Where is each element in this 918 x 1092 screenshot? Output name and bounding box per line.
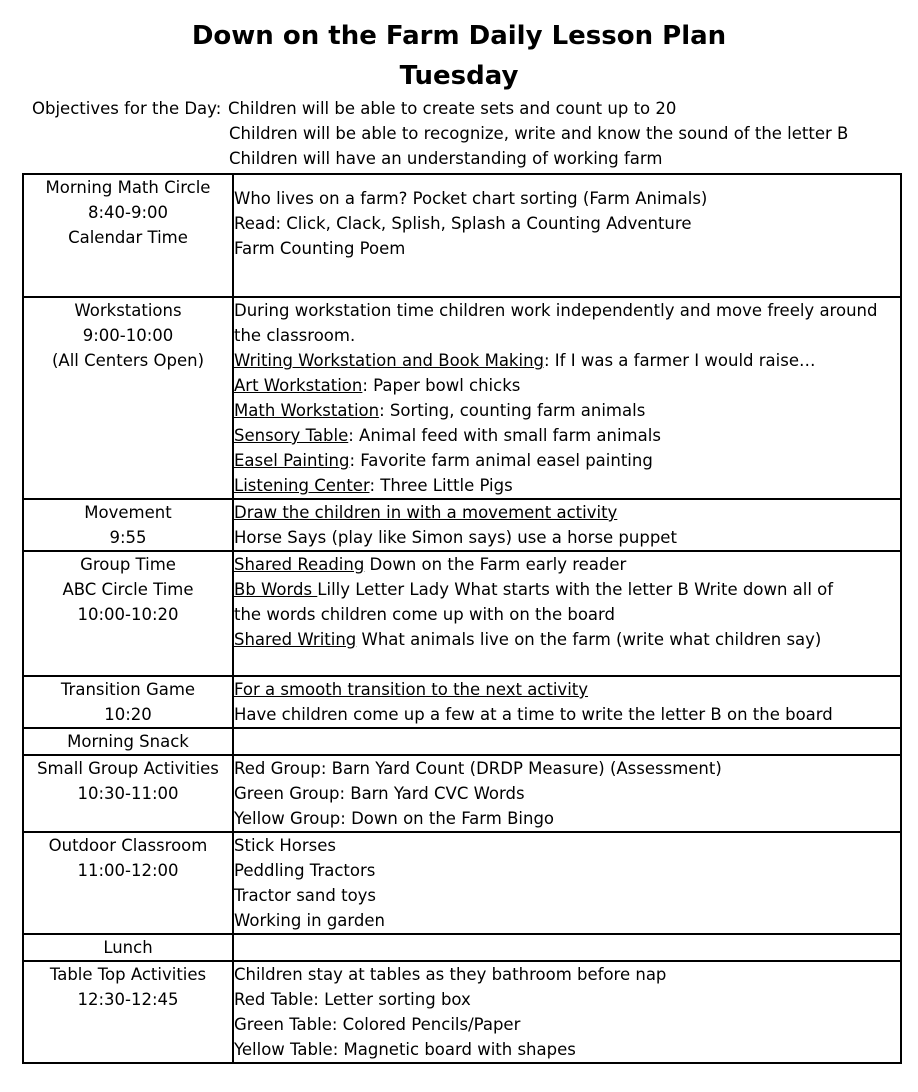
activity-line: [234, 373, 900, 398]
activity-line: [234, 858, 900, 883]
block-title: Morning Snack: [67, 732, 189, 751]
activity-text: Yellow Table: Magnetic board with shapes: [234, 1040, 576, 1059]
block-detail: 9:55: [109, 528, 147, 547]
time-cell: [23, 755, 233, 832]
activity-line: [234, 756, 900, 781]
objective-item: Children will be able to create sets and count up to 20: [228, 99, 677, 118]
activity-line: [234, 211, 900, 236]
schedule-table: [22, 173, 902, 1064]
activity-text: : If I was a farmer I would raise…: [544, 351, 816, 370]
activity-heading: Listening Center: [234, 476, 370, 495]
activity-line: [234, 806, 900, 831]
schedule-row: [23, 499, 901, 551]
block-title: Table Top Activities: [49, 965, 207, 984]
block-detail: 9:00-10:00: [82, 326, 174, 345]
activity-text: : Animal feed with small farm animals: [348, 426, 661, 445]
time-cell: [23, 728, 233, 755]
block-title: Group Time: [80, 555, 176, 574]
activity-text: What animals live on the farm (write what children say): [356, 630, 822, 649]
activity-cell: [233, 174, 901, 297]
activity-text: Green Group: Barn Yard CVC Words: [234, 784, 525, 803]
activity-line: [234, 1037, 900, 1062]
activity-line: [234, 398, 900, 423]
activity-heading: Bb Words: [234, 580, 318, 599]
block-title: Lunch: [103, 938, 153, 957]
activity-text: Horse Says (play like Simon says) use a horse puppet: [234, 528, 677, 547]
activity-line: [234, 602, 900, 627]
activity-line: [234, 1012, 900, 1037]
schedule-row: [23, 676, 901, 728]
activity-text: Yellow Group: Down on the Farm Bingo: [234, 809, 555, 828]
activity-cell: [233, 499, 901, 551]
block-title: Movement: [84, 503, 172, 522]
activity-line: [234, 702, 900, 727]
activity-line: [234, 908, 900, 933]
activity-text: Children stay at tables as they bathroom before nap: [234, 965, 667, 984]
activity-text: Read: Click, Clack, Splish, Splash a Counting Adventure: [234, 214, 692, 233]
block-detail: 10:30-11:00: [77, 784, 179, 803]
activity-line: [234, 500, 900, 525]
time-cell: [23, 832, 233, 934]
activity-text: Farm Counting Poem: [234, 239, 406, 258]
activity-text: During workstation time children work independently and move freely around: [234, 301, 878, 320]
activity-line: [234, 236, 900, 261]
activity-line: [234, 552, 900, 577]
block-detail: 10:20: [104, 705, 152, 724]
activity-text: Lilly Letter Lady What starts with the letter B Write down all of: [317, 580, 834, 599]
activity-heading: Art Workstation: [234, 376, 363, 395]
activity-cell: [233, 961, 901, 1063]
activity-text: the classroom.: [234, 326, 356, 345]
activity-heading: Shared Writing: [234, 630, 357, 649]
schedule-row: [23, 755, 901, 832]
activity-line: [234, 186, 900, 211]
block-title: Transition Game: [60, 680, 196, 699]
block-title: Workstations: [74, 301, 182, 320]
time-cell: [23, 499, 233, 551]
block-detail: Calendar Time: [68, 228, 188, 247]
activity-line: [234, 962, 900, 987]
activity-line: [234, 883, 900, 908]
activity-text: : Sorting, counting farm animals: [379, 401, 646, 420]
activity-line: [234, 323, 900, 348]
page-day: Tuesday: [399, 61, 519, 91]
block-title: Small Group Activities: [37, 759, 219, 778]
activity-text: Working in garden: [234, 911, 385, 930]
activity-cell: [233, 297, 901, 499]
schedule-row: [23, 832, 901, 934]
objectives-label: Objectives for the Day:: [32, 99, 222, 118]
activity-cell: [233, 832, 901, 934]
activity-text: Red Group: Barn Yard Count (DRDP Measure) (Assessment): [234, 759, 722, 778]
schedule-row: [23, 961, 901, 1063]
time-cell: [23, 174, 233, 297]
time-cell: [23, 961, 233, 1063]
block-detail: 8:40-9:00: [87, 203, 169, 222]
block-detail: 10:00-10:20: [77, 605, 179, 624]
activity-line: [234, 677, 900, 702]
activity-heading: Math Workstation: [234, 401, 380, 420]
activity-line: [234, 448, 900, 473]
schedule-row: [23, 934, 901, 961]
activity-line: [234, 781, 900, 806]
activity-text: Who lives on a farm? Pocket chart sorting (Farm Animals): [234, 189, 708, 208]
activity-line: [234, 627, 900, 652]
time-cell: [23, 297, 233, 499]
activity-text: Down on the Farm early reader: [364, 555, 627, 574]
page-title: Down on the Farm Daily Lesson Plan: [191, 21, 727, 51]
activity-heading: Writing Workstation and Book Making: [234, 351, 544, 370]
schedule-row: [23, 551, 901, 676]
activity-line: [234, 298, 900, 323]
activity-heading: Easel Painting: [234, 451, 350, 470]
block-detail: 12:30-12:45: [77, 990, 179, 1009]
schedule-row: [23, 174, 901, 297]
block-detail: ABC Circle Time: [62, 580, 194, 599]
activity-text: Stick Horses: [234, 836, 337, 855]
activity-line: [234, 833, 900, 858]
activity-line: [234, 348, 900, 373]
objective-item: Children will be able to recognize, write and know the sound of the letter B: [229, 124, 849, 143]
activity-cell: [233, 551, 901, 676]
activity-cell: [233, 755, 901, 832]
activity-cell: [233, 728, 901, 755]
objective-item: Children will have an understanding of working farm: [229, 149, 663, 168]
activity-text: the words children come up with on the board: [234, 605, 615, 624]
activity-line: [234, 473, 900, 498]
activity-cell: [233, 934, 901, 961]
block-title: Morning Math Circle: [45, 178, 211, 197]
activity-heading: Sensory Table: [234, 426, 349, 445]
activity-text: Red Table: Letter sorting box: [234, 990, 471, 1009]
block-detail: (All Centers Open): [51, 351, 205, 370]
schedule-row: [23, 728, 901, 755]
time-cell: [23, 676, 233, 728]
activity-heading: Shared Reading: [234, 555, 365, 574]
activity-heading: For a smooth transition to the next activity: [234, 680, 589, 699]
time-cell: [23, 551, 233, 676]
activity-line: [234, 987, 900, 1012]
activity-text: Have children come up a few at a time to write the letter B on the board: [234, 705, 833, 724]
activity-text: : Three Little Pigs: [369, 476, 513, 495]
block-title: Outdoor Classroom: [48, 836, 208, 855]
activity-line: [234, 577, 900, 602]
block-detail: 11:00-12:00: [77, 861, 179, 880]
activity-text: Tractor sand toys: [234, 886, 377, 905]
time-cell: [23, 934, 233, 961]
activity-cell: [233, 676, 901, 728]
cell-spacer: [234, 175, 900, 186]
activity-text: : Paper bowl chicks: [362, 376, 521, 395]
schedule-row: [23, 297, 901, 499]
activity-line: [234, 423, 900, 448]
activity-text: Peddling Tractors: [234, 861, 376, 880]
activity-text: : Favorite farm animal easel painting: [349, 451, 653, 470]
activity-line: [234, 525, 900, 550]
activity-heading: Draw the children in with a movement activity: [234, 503, 618, 522]
activity-text: Green Table: Colored Pencils/Paper: [234, 1015, 521, 1034]
